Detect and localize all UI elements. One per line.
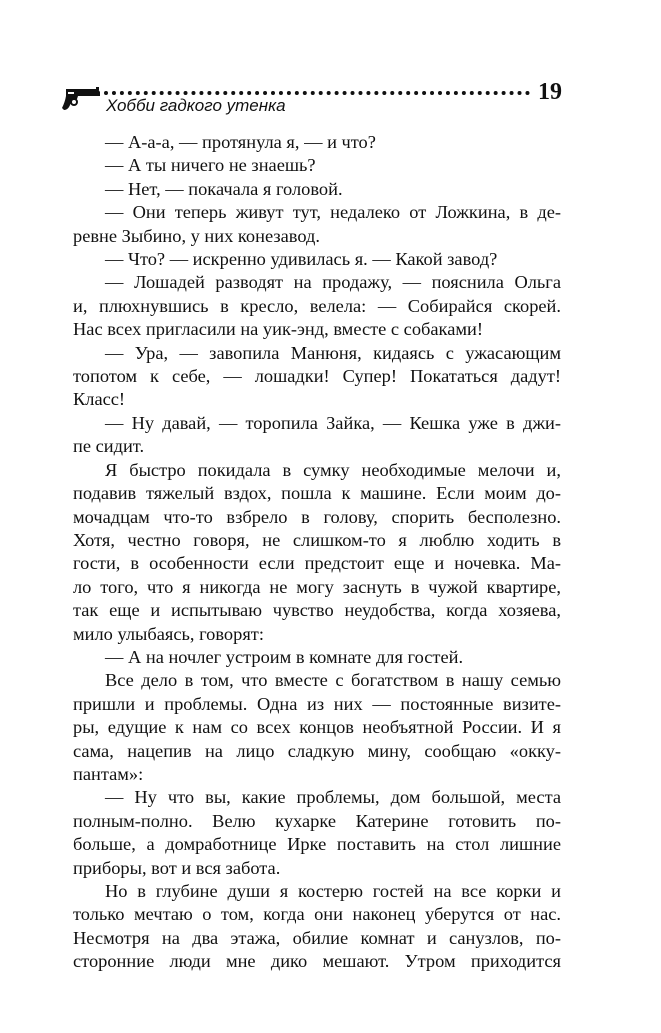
text-line: Класс! [73, 389, 126, 410]
book-title: Хобби гадкого утенка [106, 96, 286, 115]
header-dotted-rule [104, 91, 530, 95]
text-line: — Нет, — покачала я головой. [105, 178, 343, 199]
text-line: сторонние люди мне дико мешают. Утром приходится [73, 951, 561, 972]
text-line: приборы, вот и вся забота. [73, 857, 281, 878]
text-line: Но в глубине души я костерю гостей на все корки и [105, 881, 561, 901]
text-line: — А-а-а, — протянула я, — и что? [105, 132, 376, 152]
running-header [60, 79, 570, 122]
text-line: ло того, что я никогда не могу заснуть в чужой квартире, [73, 576, 561, 597]
text-line: — Ну что вы, какие проблемы, дом большой, места [105, 787, 561, 808]
text-line: пантам»: [73, 763, 144, 784]
text-line: гости, в особенности если предстоит еще и ночевка. Ма- [73, 553, 561, 574]
text-line: подавив тяжелый вздох, пошла к машине. Если моим до- [73, 483, 561, 504]
text-line: полным-полно. Велю кухарке Катерине готовить по- [73, 810, 561, 831]
text-line: — Ура, — завопила Манюня, кидаясь с ужасающим [105, 342, 561, 363]
text-line: — Ну давай, — торопила Зайка, — Кешка уже в джи- [105, 412, 561, 433]
text-line: Несмотря на два этажа, обилие комнат и санузлов, по- [73, 927, 561, 948]
text-line: только мечтаю о том, когда они наконец уберутся от нас. [73, 904, 561, 925]
text-line: ревне Зыбино, у них конезавод. [73, 225, 320, 246]
text-line: — Лошадей разводят на продажу, — пояснила Ольга [105, 272, 561, 293]
text-line: Нас всех пригласили на уик-энд, вместе с собаками! [73, 319, 483, 340]
revolver-icon [60, 86, 104, 112]
text-line: мило улыбаясь, говорят: [73, 623, 264, 644]
text-line: — А ты ничего не знаешь? [105, 155, 316, 176]
text-line: — Что? — искренно удивилась я. — Какой завод? [105, 249, 498, 270]
page-number: 19 [538, 79, 562, 105]
text-line: Я быстро покидала в сумку необходимые мелочи и, [105, 459, 561, 480]
text-line: ры, едущие к нам со всех концов необъятной России. И я [73, 717, 561, 738]
text-line: — Они теперь живут тут, недалеко от Ложкина, в де- [105, 202, 561, 223]
text-line: пе сидит. [73, 436, 145, 457]
text-line: — А на ночлег устроим в комнате для гостей. [105, 646, 464, 667]
body-text [73, 131, 561, 974]
text-line: топотом к себе, — лошадки! Супер! Покататься дадут! [73, 366, 561, 387]
text-line: пришли и проблемы. Одна из них — постоянные визите- [73, 693, 561, 714]
text-line: и, плюхнувшись в кресло, велела: — Собирайся скорей. [73, 295, 561, 316]
text-line: Хотя, честно говоря, не слишком-то я люблю ходить в [73, 529, 561, 550]
text-line: мочадцам что-то взбрело в голову, спорить бесполезно. [73, 506, 561, 527]
text-line: так еще и испытываю чувство неудобства, когда хозяева, [73, 600, 561, 621]
text-line: сама, нацепив на лицо сладкую мину, сообщаю «окку- [73, 740, 561, 761]
text-line: больше, а домработнице Ирке поставить на стол лишние [73, 834, 561, 855]
text-line: Все дело в том, что вместе с богатством в нашу семью [105, 670, 561, 691]
